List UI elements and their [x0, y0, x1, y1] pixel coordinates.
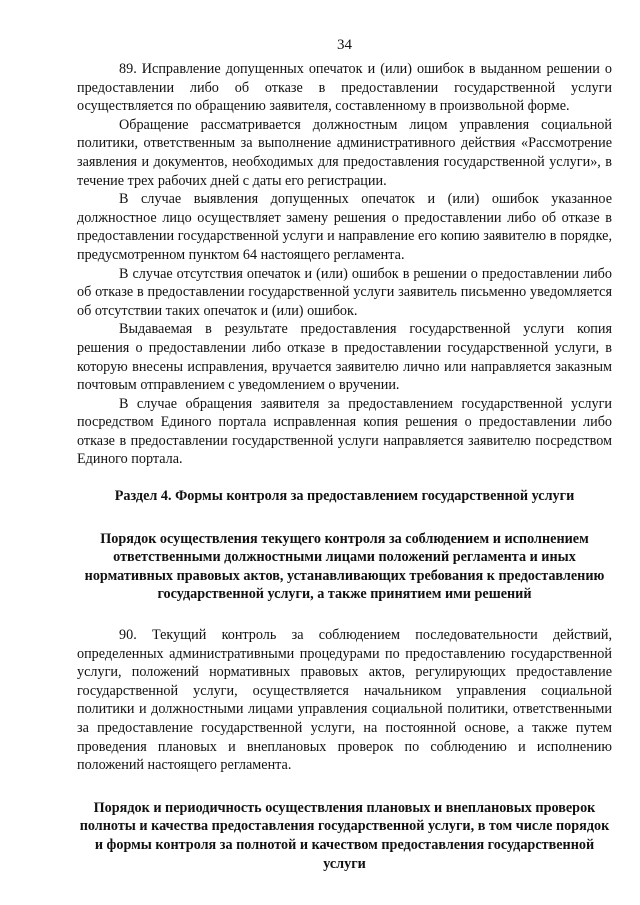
paragraph-errors-found: В случае выявления допущенных опечаток и (или) ошибок указанное должностное лицо осуществляет замену решения о предоставлении либо об отказе в предоставлении государственной услуги и направление его копию заявителю в порядке, предусмотренном пунктом 64 настоящего регламента. — [77, 191, 612, 263]
paragraph-corrected-copy: Выдаваемая в результате предоставления государственной услуги копия решения о предоставлении либо отказе в предоставлении государственной услуги, в которую внесены исправления, вручается заявителю лично или направляется заказным почтовым отправлением с уведомлением о вручении. — [77, 321, 612, 394]
paragraph-review: Обращение рассматривается должностным лицом управления социальной политики, ответственным за выполнение административного действия «Рассмотрение заявления и документов, необходимых для предоставления государственной услуги», в течение трех рабочих дней с даты его регистрации. — [77, 116, 612, 189]
section-4-title: Раздел 4. Формы контроля за предоставлением государственной услуги — [114, 488, 575, 505]
subsection-current-control-title: Порядок осуществления текущего контроля за соблюдением и исполнением ответственными должностными лицами положений регламента и иных нормативных правовых актов, устанавливающих требования к предоставлению государственной услуги, а также принятием ими решений — [84, 530, 605, 603]
paragraph-90: 90. Текущий контроль за соблюдением последовательности действий, определенных административными процедурами по предоставлению государственной услуги, положений нормативных правовых актов, регулирующих предоставление государственной услуги, осуществляется начальником управления социальной политики и должностными лицами управления социальной политики, ответственными за предоставление государственной услуги, на постоянной основе, а также путем проведения плановых и внеплановых проверок по соблюдению и исполнению положений настоящего регламента. — [77, 627, 612, 774]
page-number: 34 — [337, 37, 352, 53]
paragraph-no-errors: В случае отсутствия опечаток и (или) ошибок в решении о предоставлении либо об отказе в предоставлении государственной услуги заявитель письменно уведомляется об отсутствии таких опечаток и (или) ошибок. — [77, 265, 612, 319]
document-page — [77, 36, 612, 873]
paragraph-single-portal: В случае обращения заявителя за предоставлением государственной услуги посредством Единого портала исправленная копия решения о предоставлении либо отказе в предоставлении государственной услуги направляется заявителю посредством Единого портала. — [77, 395, 612, 468]
paragraph-89: 89. Исправление допущенных опечаток и (или) ошибок в выданном решении о предоставлении либо об отказе в предоставлении государственной услуги осуществляется по обращению заявителя, составленному в произвольной форме. — [77, 61, 612, 115]
subsection-inspections-title: Порядок и периодичность осуществления плановых и внеплановых проверок полноты и качества предоставления государственной услуги, в том числе порядок и формы контроля за полнотой и качеством предоставления государственной услуги — [79, 799, 610, 872]
